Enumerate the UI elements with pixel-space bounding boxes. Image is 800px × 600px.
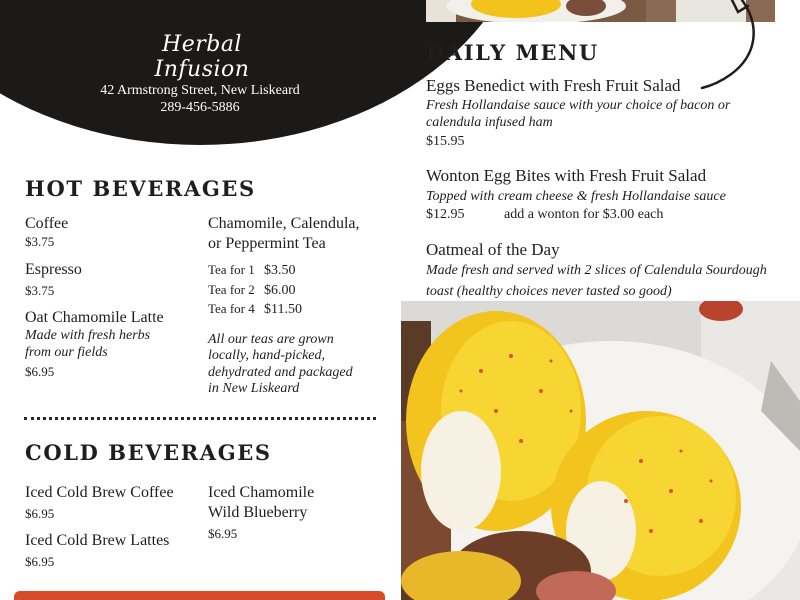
daily-menu-title: DAILY MENU — [426, 40, 599, 65]
latte-name: Oat Chamomile Latte — [25, 309, 164, 326]
hot-beverages-title: HOT BEVERAGES — [25, 176, 256, 201]
tea-note-4: in New Liskeard — [208, 381, 300, 396]
brand-name: Herbal Infusion — [154, 32, 250, 82]
tea-option-row — [208, 262, 295, 279]
menu-item-desc: Fresh Hollandaise sauce with your choice of bacon or — [426, 98, 731, 113]
cold-brew-lattes-price: $6.95 — [25, 554, 55, 569]
arrow-icon — [690, 0, 770, 95]
menu-item-name: Eggs Benedict with Fresh Fruit Salad — [426, 76, 681, 95]
eggs-benedict-photo — [401, 301, 800, 600]
tea-name-2: or Peppermint Tea — [208, 235, 326, 252]
address: 42 Armstrong Street, New Liskeard — [100, 83, 300, 98]
iced-chamomile-name-2: Wild Blueberry — [208, 504, 308, 521]
tea-option-price: $6.00 — [263, 283, 296, 298]
menu-item-extra: add a wonton for $3.00 each — [504, 207, 664, 222]
menu-item-desc: toast (healthy choices never tasted so good) — [426, 284, 672, 299]
menu-item-desc: Made fresh and served with 2 slices of Calendula Sourdough — [426, 263, 767, 278]
menu-item-desc: Topped with cream cheese & fresh Hollandaise sauce — [426, 189, 726, 204]
tea-name-1: Chamomile, Calendula, — [208, 215, 360, 232]
cold-brew-lattes-name: Iced Cold Brew Lattes — [25, 532, 170, 549]
tea-option-price: $3.50 — [263, 263, 296, 278]
tea-note-3: dehydrated and packaged — [208, 365, 353, 380]
latte-price: $6.95 — [25, 364, 55, 379]
section-divider — [24, 417, 376, 420]
menu-item-desc: calendula infused ham — [426, 115, 553, 130]
cold-brew-coffee-price: $6.95 — [25, 506, 55, 521]
menu-item-price: $15.95 — [426, 134, 465, 149]
coffee-price: $3.75 — [25, 234, 55, 249]
menu-item-price: $12.95 — [426, 207, 465, 222]
footer-bar — [14, 591, 385, 600]
tea-option-row — [208, 282, 295, 299]
tea-option-label: Tea for 2 — [208, 282, 255, 297]
iced-chamomile-price: $6.95 — [208, 526, 238, 541]
espresso-price: $3.75 — [25, 283, 55, 298]
menu-item-name: Oatmeal of the Day — [426, 240, 560, 259]
tea-option-row — [208, 301, 302, 318]
espresso-name: Espresso — [25, 261, 82, 278]
cold-brew-coffee-name: Iced Cold Brew Coffee — [25, 484, 174, 501]
tea-note-1: All our teas are grown — [208, 332, 334, 347]
tea-option-label: Tea for 1 — [208, 262, 255, 277]
coffee-name: Coffee — [25, 215, 69, 232]
cold-beverages-title: COLD BEVERAGES — [25, 440, 272, 465]
tea-option-price: $11.50 — [263, 302, 302, 317]
menu-item-name: Wonton Egg Bites with Fresh Fruit Salad — [426, 166, 707, 185]
phone-number: 289-456-5886 — [160, 100, 240, 115]
tea-option-label: Tea for 4 — [208, 301, 255, 316]
iced-chamomile-name-1: Iced Chamomile — [208, 484, 315, 501]
latte-desc-1: Made with fresh herbs — [25, 328, 151, 343]
tea-note-2: locally, hand-picked, — [208, 348, 326, 363]
latte-desc-2: from our fields — [25, 345, 108, 360]
